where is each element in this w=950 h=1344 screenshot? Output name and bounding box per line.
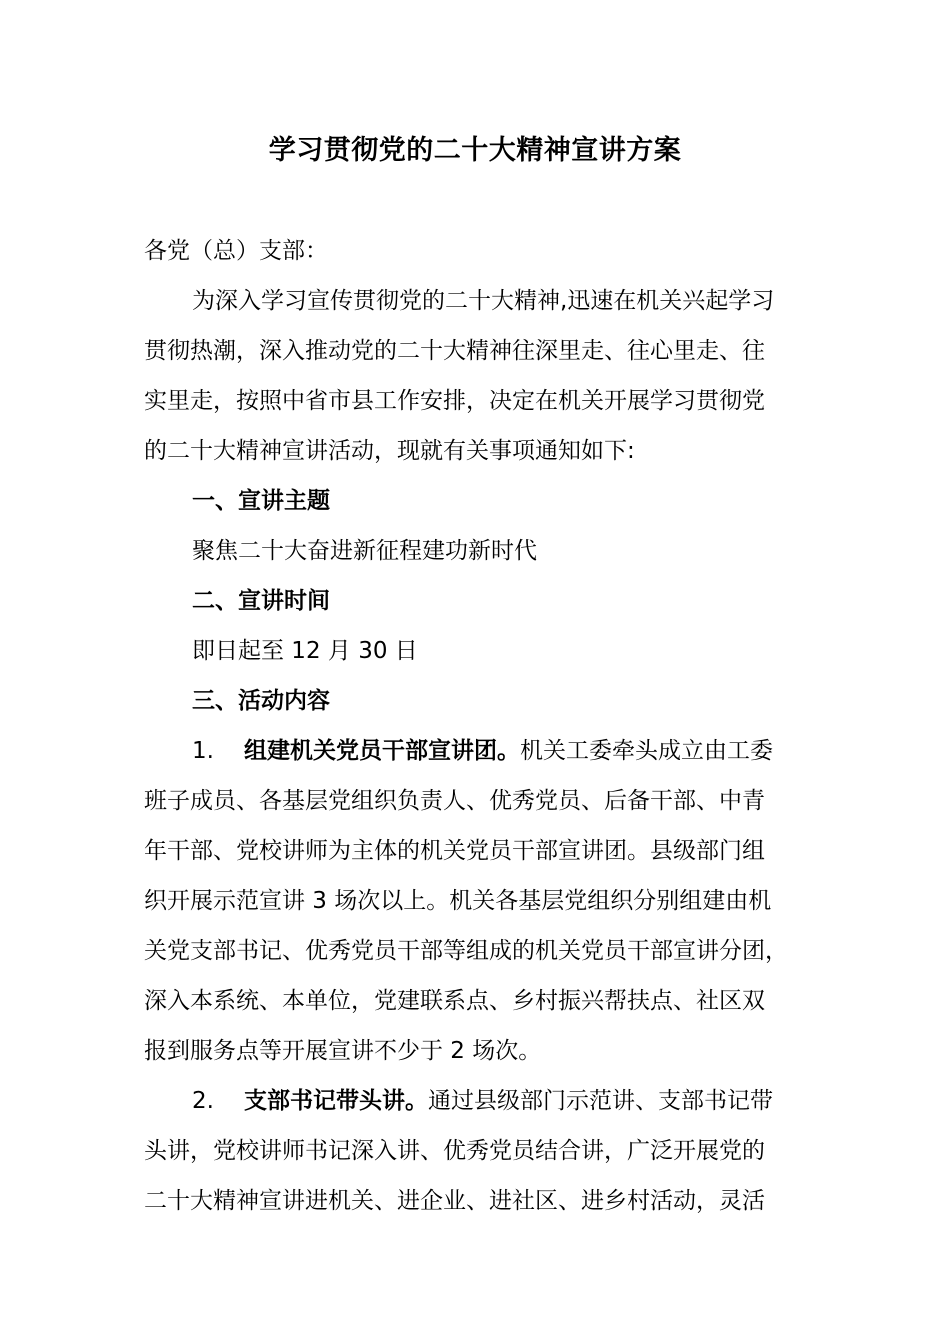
item-1-lead: 组建机关党员干部宣讲团。 [244, 738, 520, 764]
item-1-line: 报到服务点等开展宣讲不少于 2 场次。 [144, 1038, 542, 1064]
section-3-heading: 三、活动内容 [192, 688, 330, 714]
intro-line-2: 贯彻热潮，深入推动党的二十大精神往深里走、往心里走、往 [144, 338, 765, 364]
section-1-heading: 一、宣讲主题 [192, 488, 330, 514]
item-1-line: 年干部、党校讲师为主体的机关党员干部宣讲团。县级部门组 [144, 838, 765, 864]
item-2-first-line [192, 1076, 773, 1126]
item-2-line: 二十大精神宣讲进机关、进企业、进社区、进乡村活动，灵活 [144, 1188, 765, 1214]
salutation: 各党（总）支部： [144, 238, 328, 264]
intro-line-3: 实里走，按照中省市县工作安排，决定在机关开展学习贯彻党 [144, 388, 765, 414]
intro-line-1: 为深入学习宣传贯彻党的二十大精神,迅速在机关兴起学习 [192, 288, 775, 314]
item-2-number: 2. [192, 1088, 214, 1114]
item-2-first-line-text: 通过县级部门示范讲、支部书记带 [428, 1088, 773, 1114]
item-1-first-line [192, 726, 773, 776]
section-2-content: 即日起至 12 月 30 日 [192, 638, 418, 664]
section-1-content: 聚焦二十大奋进新征程建功新时代 [192, 538, 537, 564]
document-title: 学习贯彻党的二十大精神宣讲方案 [268, 135, 682, 166]
item-1-number: 1. [192, 738, 214, 764]
item-1-line: 班子成员、各基层党组织负责人、优秀党员、后备干部、中青 [144, 788, 765, 814]
intro-line-4: 的二十大精神宣讲活动，现就有关事项通知如下: [144, 438, 635, 464]
item-2-lead: 支部书记带头讲。 [244, 1088, 428, 1114]
section-2-heading: 二、宣讲时间 [192, 588, 330, 614]
item-1-line: 关党支部书记、优秀党员干部等组成的机关党员干部宣讲分团， [144, 938, 788, 964]
item-1-line: 深入本系统、本单位，党建联系点、乡村振兴帮扶点、社区双 [144, 988, 765, 1014]
item-2-line: 头讲，党校讲师书记深入讲、优秀党员结合讲，广泛开展党的 [144, 1138, 765, 1164]
item-1-first-line-text: 机关工委牵头成立由工委 [520, 738, 773, 764]
item-1-line: 织开展示范宣讲 3 场次以上。机关各基层党组织分别组建由机 [144, 888, 772, 914]
